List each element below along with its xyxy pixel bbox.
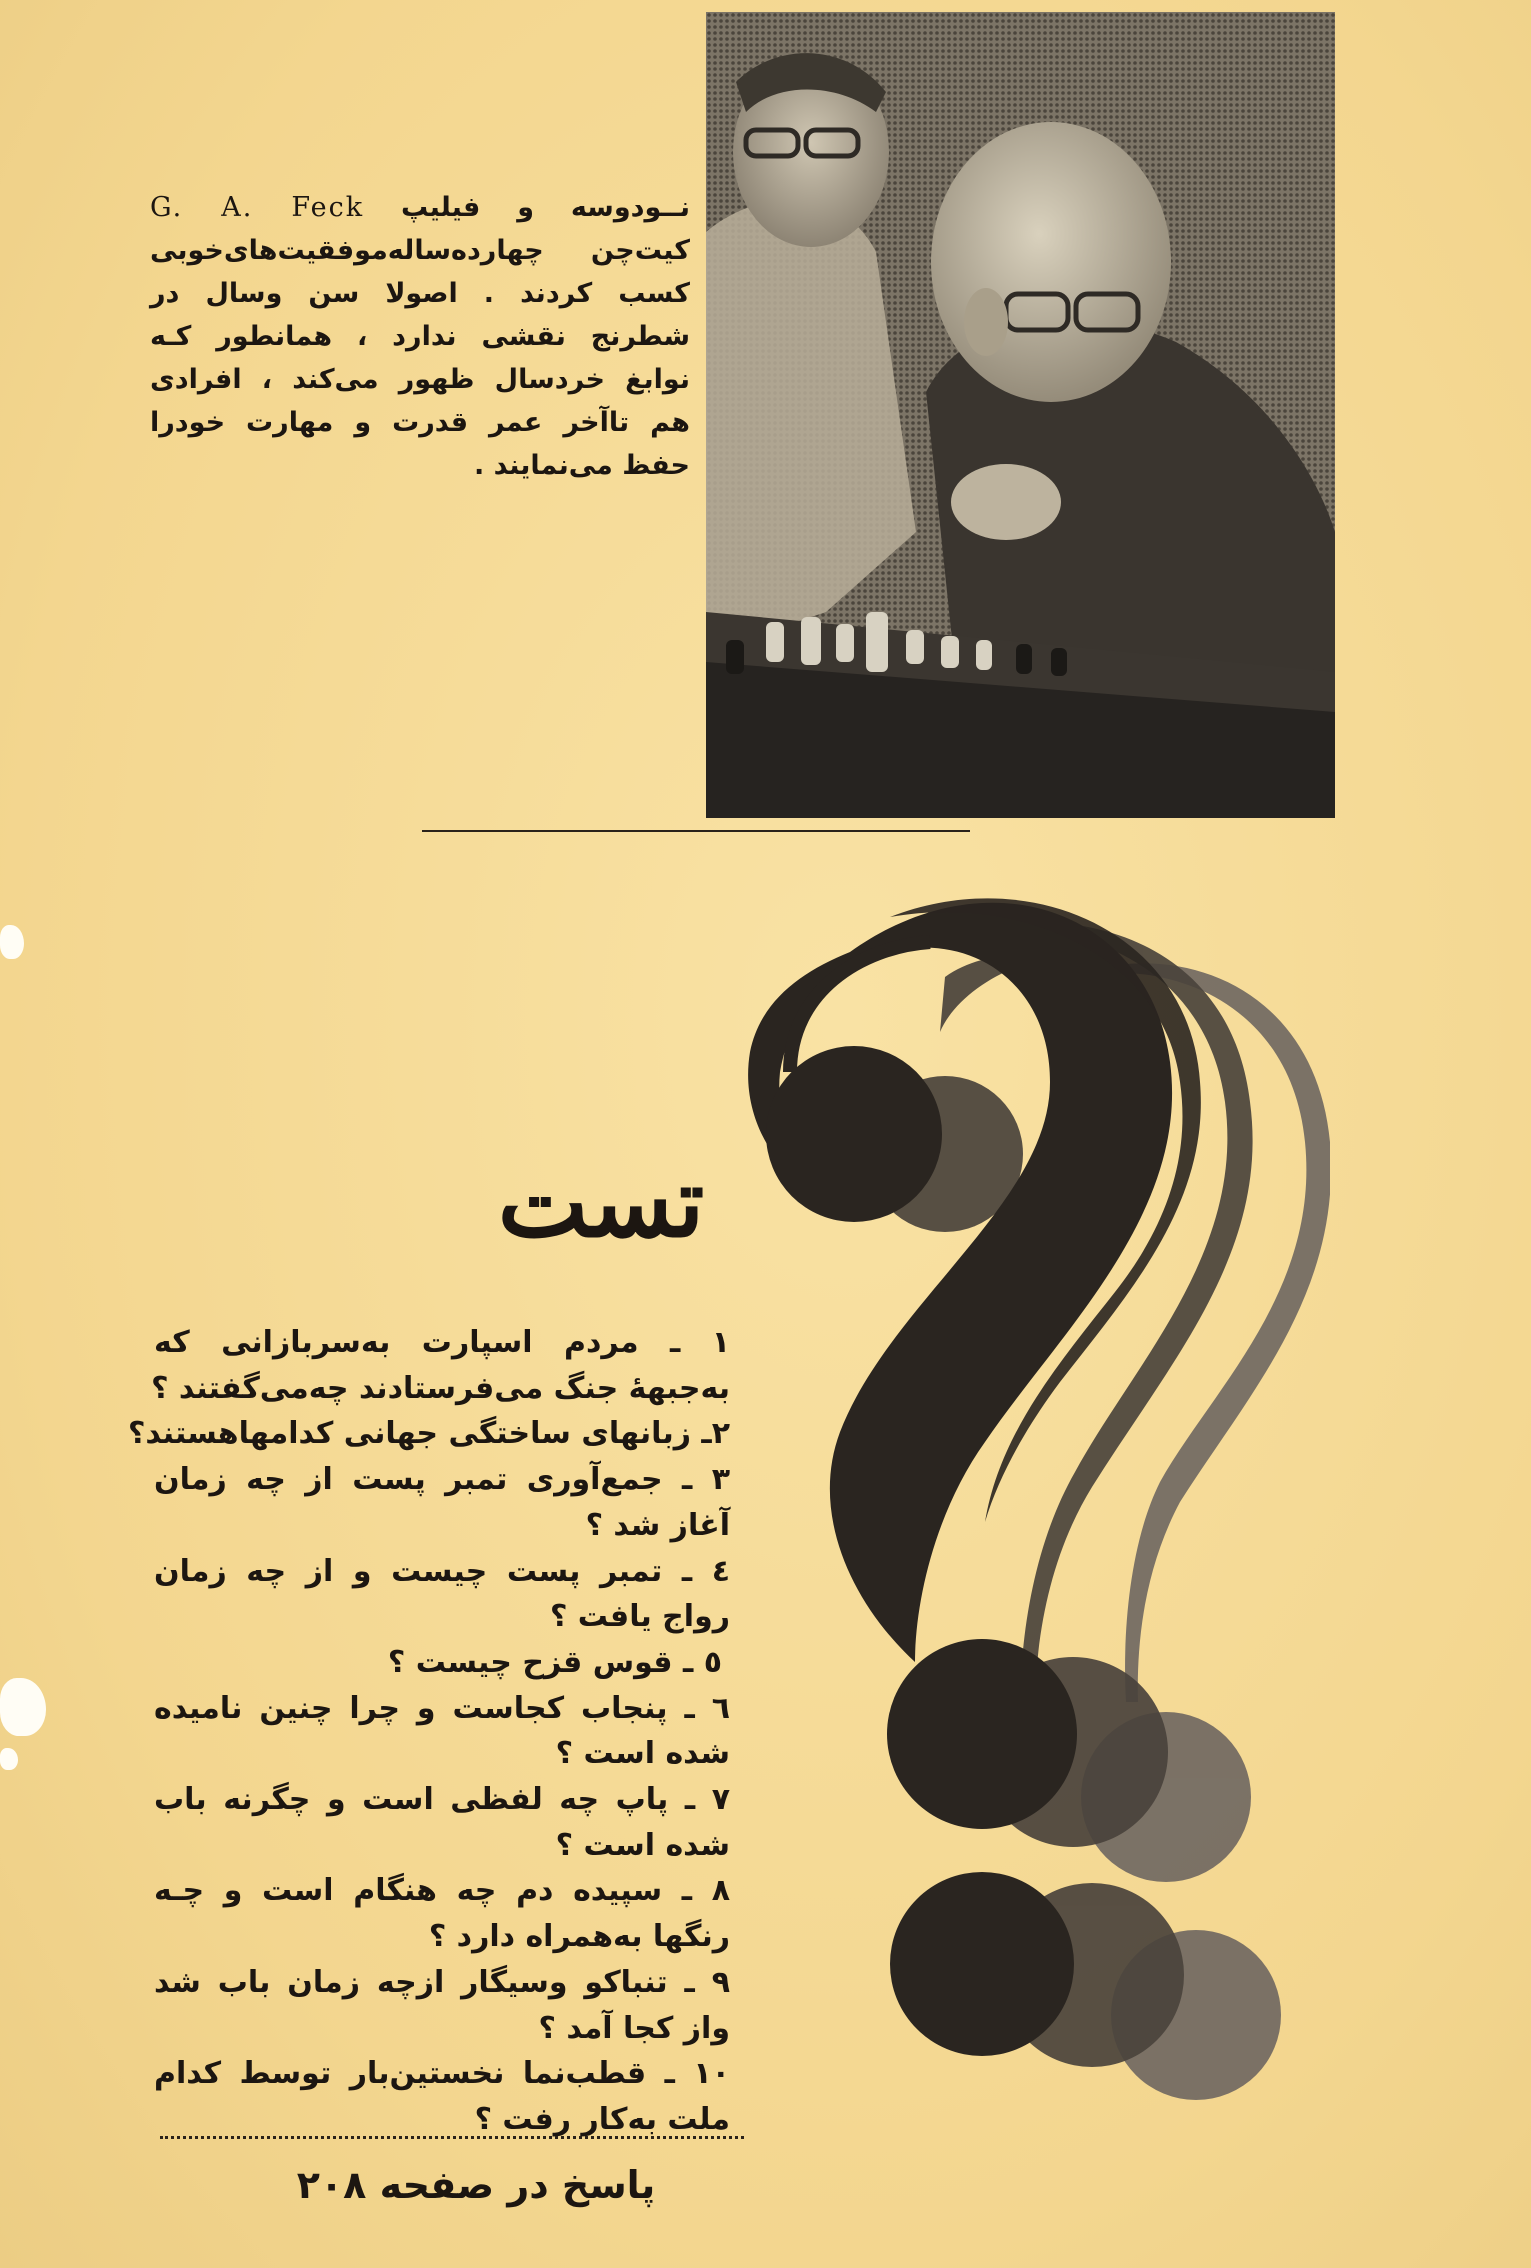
question-marks-illustration [730, 872, 1330, 2112]
question-line: ۱۰ ـ قطب‌نما نخستین‌بار توسط کدام [154, 2056, 730, 2092]
question-line: ۲ـ زبانهای ساختگی جهانی کدامهاهستند؟ [128, 1416, 730, 1452]
question-item [128, 1411, 730, 1457]
question-line: ٤ ـ تمبر پست چیست و از چه زمان [154, 1553, 730, 1589]
chess-players-photo [706, 12, 1335, 818]
caption-line: کیت‌چن چهارده‌ساله‌موفقیت‌های‌خوبی [150, 235, 690, 266]
caption-line: شطرنج نقشی ندارد ، همانطور کـه [150, 321, 690, 352]
caption-line: هم تاآخر عمر قدرت و مهارت خودرا [150, 407, 690, 438]
question-item [154, 2051, 730, 2142]
quiz-questions [128, 1320, 730, 2143]
caption-line: کسب کردند . اصولا سن وسال در [150, 278, 690, 309]
paper-tear-mark [0, 1678, 46, 1736]
caption-line: حفظ می‌نمایند . [473, 450, 690, 481]
caption-text: نــودوسه و فیلیپ [401, 192, 691, 223]
question-item [154, 1549, 730, 1640]
question-item [154, 1868, 730, 1959]
question-line: ۱ ـ مردم اسپارت به‌سربازانی که [154, 1325, 730, 1360]
paper-tear-mark [0, 1748, 18, 1770]
photo-image [706, 12, 1335, 818]
question-item [154, 1686, 730, 1777]
question-line: شده است ؟ [555, 1736, 730, 1772]
question-item [154, 1457, 730, 1548]
paper-tear-mark [0, 925, 24, 959]
question-line: ۸ ـ سپیده دم چه هنگام است و چـه [154, 1873, 730, 1909]
question-item [154, 1640, 730, 1686]
question-line: ۹ ـ تنباکو وسیگار ازچه زمان باب شد [154, 1964, 730, 2000]
question-line: ۷ ـ پاپ چه لفظی است و چگرنه باب [154, 1782, 730, 1818]
dotted-divider [160, 2136, 744, 2139]
question-item [151, 1320, 730, 1411]
question-line: واز کجا آمد ؟ [538, 2010, 730, 2046]
question-line: به‌جبههٔ جنگ می‌فرستادند چه‌می‌گفتند ؟ [151, 1370, 730, 1406]
caption-line: نوابغ خردسال ظهور می‌کند ، افرادی [150, 364, 690, 395]
caption-name-latin: G. A. Feck [150, 192, 365, 223]
question-item [154, 1777, 730, 1868]
question-line: رنگها به‌همراه دارد ؟ [428, 1919, 730, 1955]
photo-caption [150, 186, 690, 487]
question-line: ملت به‌کار رفت ؟ [474, 2101, 730, 2137]
question-line: رواج یافت ؟ [549, 1599, 730, 1635]
caption-line [150, 186, 690, 229]
question-line: ٥ ـ قوس قزح چیست ؟ [387, 1644, 722, 1680]
question-line: شده است ؟ [555, 1827, 730, 1863]
question-line: آغاز شد ؟ [585, 1507, 730, 1543]
question-line: ۳ ـ جمع‌آوری تمبر پست از چه زمان [154, 1462, 730, 1498]
section-divider [422, 830, 970, 832]
question-item [154, 1960, 730, 2051]
question-line: ٦ ـ پنجاب کجاست و چرا چنین نامیده [154, 1690, 730, 1726]
answer-page-note: پاسخ در صفحه ۲۰۸ [296, 2163, 656, 2207]
quiz-title: تست [497, 1146, 705, 1259]
